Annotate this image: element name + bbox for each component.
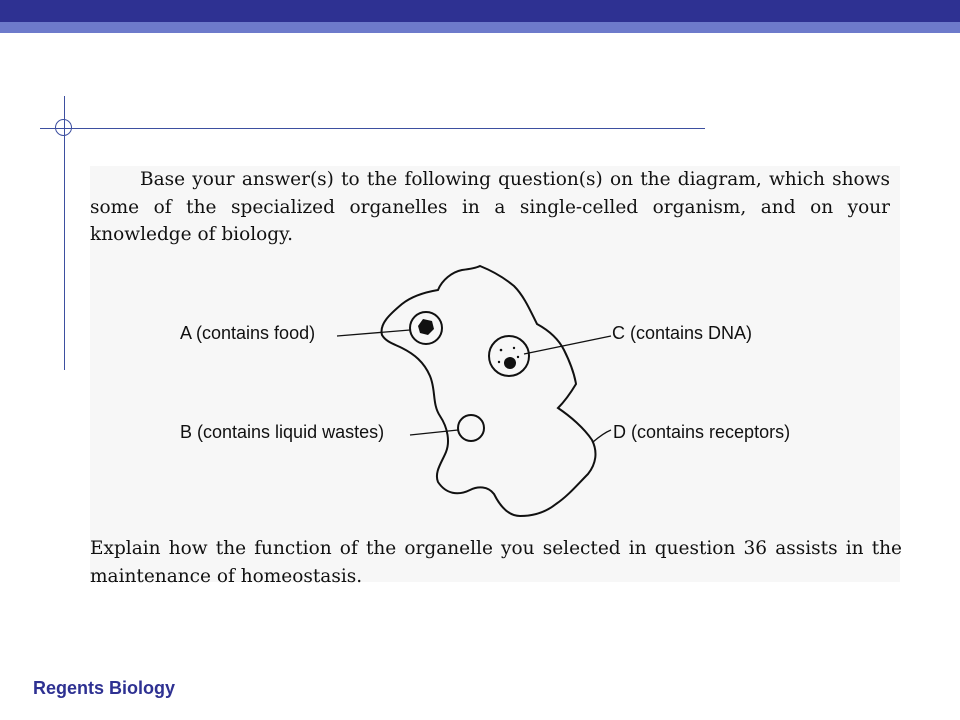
leader-line-c [524,336,611,354]
cell-diagram [90,166,900,536]
label-b: B (contains liquid wastes) [180,422,385,442]
header-stripe [0,22,960,33]
leader-line-d [593,430,611,442]
chromatin-dot [517,356,519,358]
food-particle [418,319,434,335]
nucleus-c [489,336,529,376]
footer-title: Regents Biology [33,678,176,698]
question-intro-text: Base your answer(s) to the following question(s) on the diagram, which shows some of the specialized organelles in a single-celled organism, and on your knowledge of biology. [90,169,890,245]
chromatin-dot [500,349,503,352]
chromatin-dot [498,361,500,363]
question-scan [90,166,902,587]
decorative-crosshair-circle [55,119,72,136]
decorative-horizontal-line [40,128,705,129]
nucleolus [504,357,516,369]
leader-line-a [337,330,410,336]
label-d: D (contains receptors) [613,422,791,442]
question-explain-text: Explain how the function of the organelle you selected in question 36 assists in the maintenance of homeostasis. [90,538,902,587]
leader-line-b [410,430,458,435]
contractile-vacuole-b [458,415,484,441]
chromatin-dot [513,347,515,349]
label-c: C (contains DNA) [612,323,753,343]
label-a: A (contains food) [180,323,316,343]
header-bar [0,0,960,22]
cell-membrane [382,266,596,516]
decorative-vertical-line [64,96,65,370]
